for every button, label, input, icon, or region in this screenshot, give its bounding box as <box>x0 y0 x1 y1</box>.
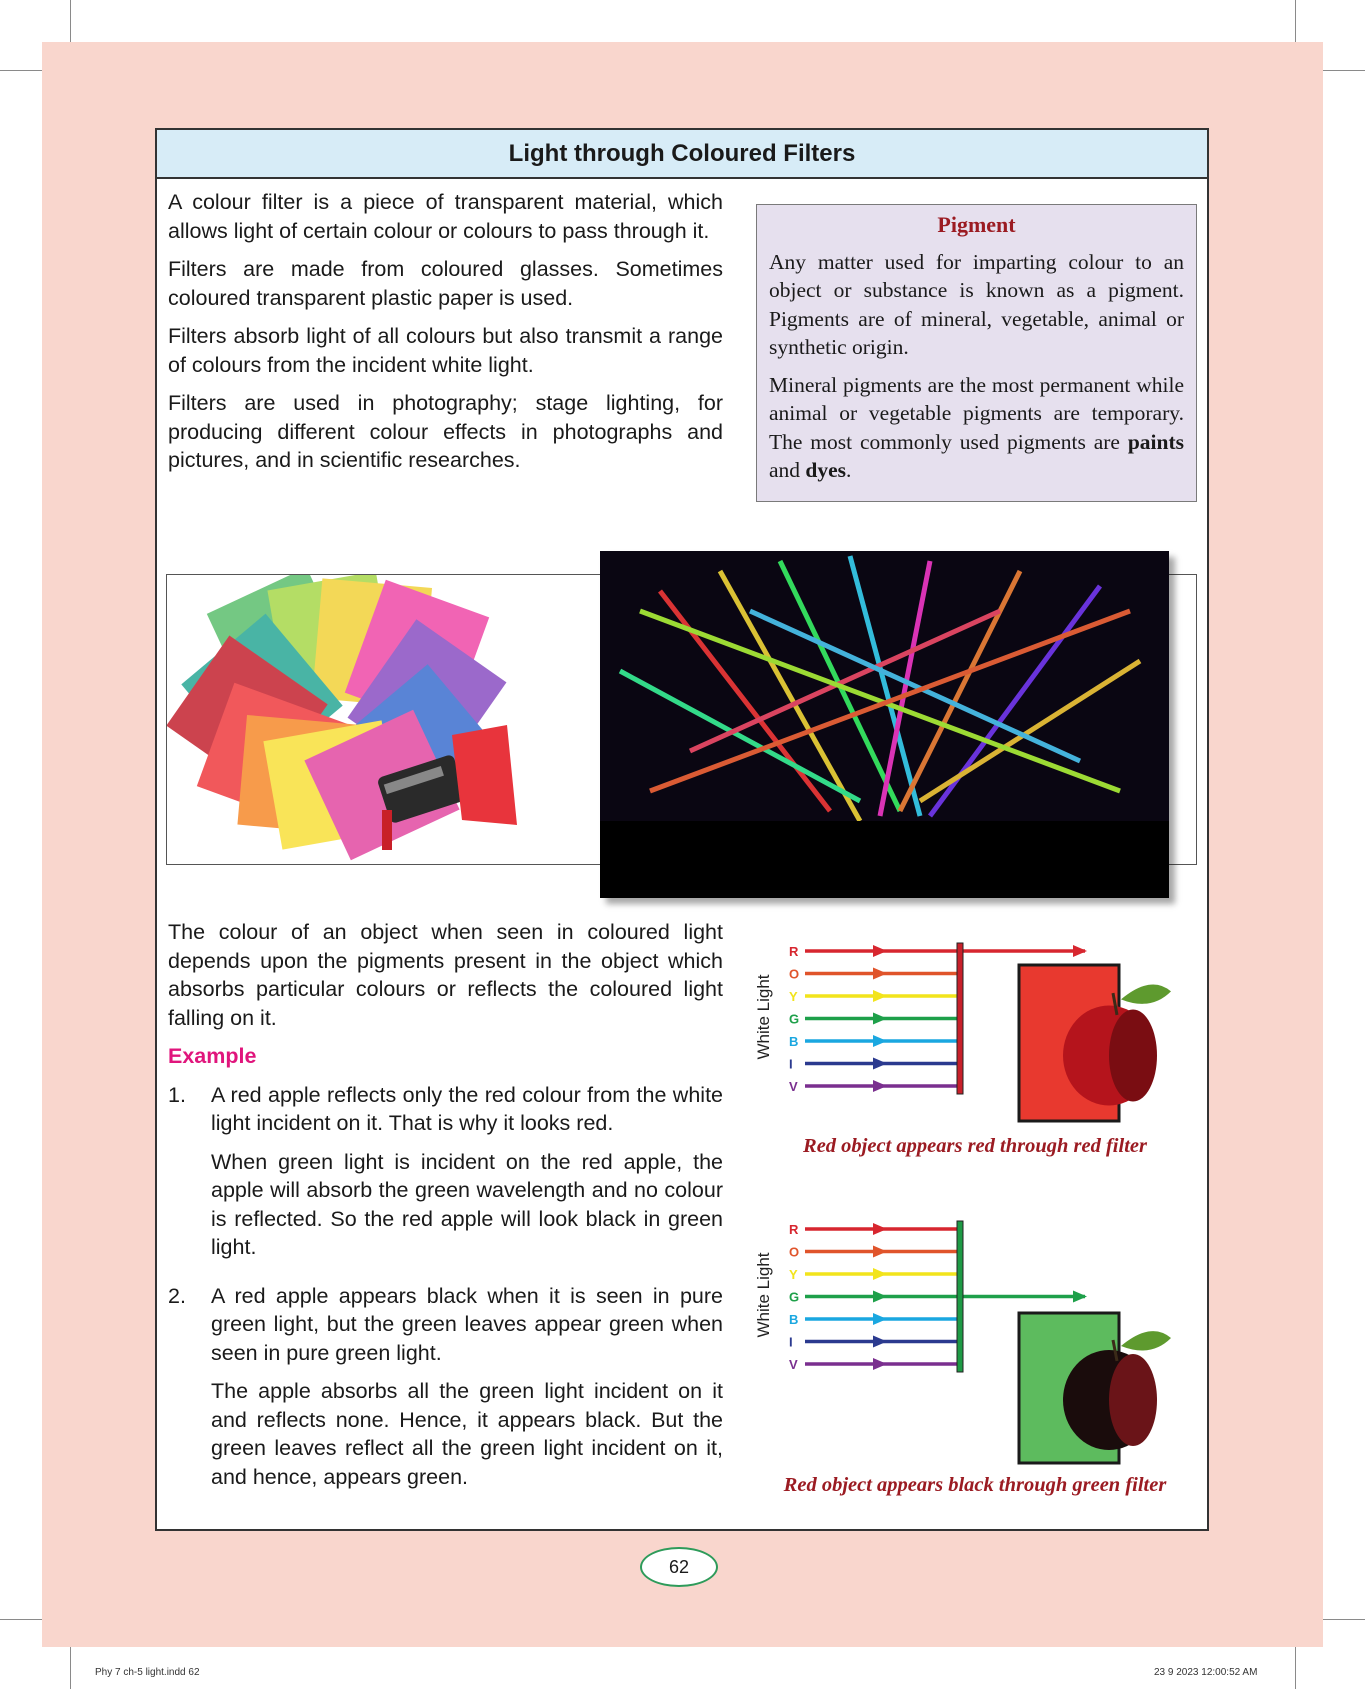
ray-arrow <box>873 990 887 1002</box>
intro-text <box>168 188 723 485</box>
ray-arrow <box>873 1058 887 1070</box>
pigment-text: Mineral pigments are the most permanent while animal or vegetable pigments are temporary. The most commonly used pigments are <box>769 372 1184 454</box>
green-filter-svg <box>747 1208 1203 1474</box>
intro-paragraph: Filters are used in photography; stage lighting, for producing different colour effects in photographs and pictures, and in scientific researches. <box>168 391 723 472</box>
filter <box>957 1221 963 1372</box>
pigment-bold-paints: paints <box>1127 429 1184 454</box>
crop-mark <box>70 1647 71 1689</box>
red-filter-caption: Red object appears red through red filter <box>803 1135 1147 1157</box>
list-paragraph: A red apple appears black when it is seen in pure green light, but the green leaves appear green when seen in pure green light. <box>211 1283 723 1365</box>
pigment-paragraph <box>769 371 1184 485</box>
ray-arrow <box>873 1035 887 1047</box>
example-heading: Example <box>168 1044 257 1068</box>
ray-arrow <box>873 1358 887 1370</box>
apple-leaf <box>1121 984 1171 1003</box>
ray-arrow <box>873 1291 887 1303</box>
pigment-bold-dyes: dyes <box>805 458 847 482</box>
ray-arrow <box>873 945 887 957</box>
ray-arrow <box>873 1268 887 1280</box>
spectrum-letter: I <box>789 1334 793 1350</box>
slug-left: Phy 7 ch-5 light.indd 62 <box>95 1667 200 1678</box>
crop-mark <box>1323 70 1365 71</box>
crop-mark <box>1295 1647 1296 1689</box>
spectrum-letter: B <box>789 1034 799 1049</box>
pigment-box <box>756 204 1197 502</box>
content-frame <box>155 128 1209 1531</box>
spectrum-letter: O <box>789 1244 800 1260</box>
body-text <box>168 918 723 1511</box>
ray-arrow <box>873 1080 887 1092</box>
apple-shade <box>1109 1354 1157 1446</box>
list-paragraph: When green light is incident on the red apple, the apple will absorb the green wavelength and no colour is reflected. So the red apple will look black in green light. <box>211 1149 723 1259</box>
white-light-label: White Light <box>754 974 773 1060</box>
red-filter-diagram <box>747 935 1203 1158</box>
transmitted-arrow <box>1073 1291 1087 1303</box>
ray-arrow <box>873 1013 887 1025</box>
green-filter-diagram <box>747 1208 1203 1497</box>
list-number: 2. <box>168 1283 186 1308</box>
pigment-text: . <box>846 458 852 482</box>
stage-lighting-image <box>600 551 1169 898</box>
transmitted-arrow <box>1073 945 1087 957</box>
apple-leaf <box>1121 1331 1171 1350</box>
crop-mark <box>1323 1619 1365 1620</box>
intro-paragraph: A colour filter is a piece of transparent material, which allows light of certain colour or colours to pass through it. <box>168 190 723 243</box>
spectrum-letter: Y <box>789 1267 798 1282</box>
green-filter-caption: Red object appears black through green filter <box>783 1474 1167 1496</box>
spectrum-letter: G <box>789 1011 800 1027</box>
spectrum-letter: V <box>789 1079 798 1094</box>
page-title: Light through Coloured Filters <box>508 139 856 167</box>
spectrum-letter: I <box>789 1056 793 1072</box>
spectrum-letter: R <box>789 1222 799 1237</box>
list-item <box>168 1081 723 1272</box>
ray-arrow <box>873 1336 887 1348</box>
spectrum-letter: V <box>789 1357 798 1372</box>
list-number: 1. <box>168 1082 186 1107</box>
spectrum-letter: Y <box>789 989 798 1004</box>
pigment-paragraph: Any matter used for imparting colour to an object or substance is known as a pigment. Pigments are of mineral, vegetable, animal or synthetic origin. <box>769 249 1184 359</box>
ray-arrow <box>873 1313 887 1325</box>
slug-right: 23 9 2023 12:00:52 AM <box>1154 1667 1258 1678</box>
crop-mark <box>0 1619 42 1620</box>
crop-mark <box>1295 0 1296 42</box>
intro-paragraph: Filters absorb light of all colours but also transmit a range of colours from the incident white light. <box>168 324 723 377</box>
apple-shade <box>1109 1009 1157 1101</box>
spectrum-letter: R <box>789 944 799 959</box>
title-bar <box>157 130 1207 179</box>
intro-paragraph: Filters are made from coloured glasses. Sometimes coloured transparent plastic paper is used. <box>168 257 723 310</box>
pigment-heading: Pigment <box>937 212 1016 237</box>
list-item <box>168 1282 723 1502</box>
page-number: 62 <box>640 1547 718 1587</box>
pigment-text: and <box>769 458 806 482</box>
white-light-label: White Light <box>754 1252 773 1338</box>
ray-arrow <box>873 1246 887 1258</box>
crop-mark <box>0 70 42 71</box>
spectrum-letter: O <box>789 966 800 982</box>
crop-mark <box>70 0 71 42</box>
list-paragraph: The apple absorbs all the green light incident on it and reflects none. Hence, it appears black. But the green leaves reflect all the green light incident on it, and hence, appears green. <box>211 1379 723 1489</box>
spectrum-letter: G <box>789 1289 800 1305</box>
list-paragraph: A red apple reflects only the red colour from the white light incident on it. That is why it looks red. <box>211 1082 723 1135</box>
ray-arrow <box>873 1223 887 1235</box>
body-paragraph: The colour of an object when seen in coloured light depends upon the pigments present in the object which absorbs particular colours or reflects the coloured light falling on it. <box>168 920 723 1030</box>
red-filter-svg <box>747 935 1203 1135</box>
filter <box>957 943 963 1094</box>
spectrum-letter: B <box>789 1312 799 1327</box>
colour-filters-image <box>167 575 587 864</box>
ray-arrow <box>873 968 887 980</box>
